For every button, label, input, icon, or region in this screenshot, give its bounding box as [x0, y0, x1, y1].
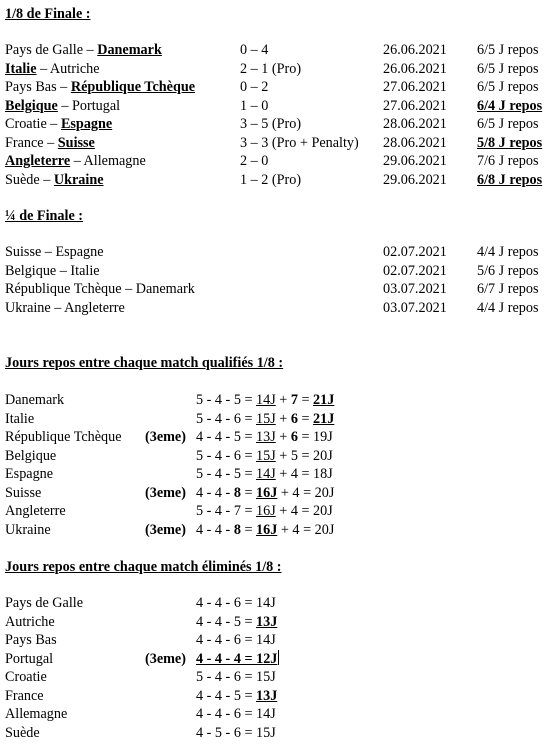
formula-op: + [275, 503, 291, 519]
team-name: Allemagne [5, 706, 68, 722]
qualified-heading: Jours repos entre chaque match qualifiés 1/8 : [5, 355, 284, 371]
match-teams [5, 97, 120, 115]
match-date: 27.06.2021 [383, 97, 447, 114]
formula-seq: 4 - 4 - [196, 484, 234, 501]
match-score: 1 – 0 [240, 97, 269, 114]
qf-date: 02.07.2021 [383, 262, 447, 279]
text-cursor [278, 650, 279, 665]
formula-final: 21J [313, 410, 335, 427]
formula-next: 7 [290, 392, 298, 408]
rest-formula [196, 650, 279, 668]
rest-formula [196, 668, 276, 686]
qf-teams: Ukraine – Angleterre [5, 299, 125, 316]
team-name: Croatie – [5, 116, 61, 132]
formula-seq: = [240, 521, 257, 538]
team-name: Ukraine [5, 521, 51, 538]
formula-seq: 4 - 4 - [196, 521, 234, 538]
rest-formula [196, 724, 276, 742]
qf-date: 03.07.2021 [383, 281, 447, 297]
match-date: 27.06.2021 [383, 79, 447, 95]
rest-formula [196, 428, 333, 446]
rest-days: 5/8 J repos [477, 134, 543, 151]
formula-total: 15J [256, 724, 276, 741]
formula-op: = [297, 410, 314, 427]
winner-team: Suisse [57, 134, 95, 151]
formula-seq: 4 - 4 - 5 = [196, 429, 257, 445]
team-name: Suède [5, 724, 40, 741]
formula-op: = [299, 521, 315, 538]
formula-next: 5 [290, 447, 298, 464]
formula-seq: 5 - 4 - 6 = [196, 410, 257, 427]
team-name: France [5, 687, 44, 704]
formula-op: + [275, 410, 291, 427]
formula-total: 16J [256, 521, 278, 538]
formula-total: 14J [256, 706, 276, 722]
formula-op: + [277, 484, 293, 501]
formula-seq: 5 - 4 - 5 = [196, 392, 257, 408]
match-date: 29.06.2021 [383, 153, 447, 169]
formula-total: 13J [256, 687, 278, 704]
team-name: Pays de Galle [5, 595, 84, 611]
match-score: 2 – 1 (Pro) [240, 60, 302, 77]
rest-formula [196, 594, 276, 612]
qf-heading: ¼ de Finale : [5, 208, 84, 224]
formula-next: 6 [290, 429, 298, 445]
rest-formula [196, 631, 276, 649]
third-place-note: (3eme) [145, 521, 186, 538]
formula-seq: 4 - 4 - 5 = [196, 613, 257, 630]
formula-highlight: 8 [233, 521, 241, 538]
match-date: 28.06.2021 [383, 134, 447, 151]
formula-op: + [275, 447, 291, 464]
qf-teams: République Tchèque – Danemark [5, 281, 195, 297]
formula-op: = [299, 484, 315, 501]
team-name: – Portugal [57, 97, 121, 114]
formula-seq: = [240, 484, 257, 501]
rest-formula [196, 447, 333, 465]
team-name: Pays de Galle – [5, 42, 98, 58]
formula-final: 20J [314, 521, 335, 538]
match-score: 3 – 3 (Pro + Penalty) [240, 134, 359, 151]
match-teams [5, 152, 146, 170]
team-name: Pays Bas – [5, 79, 71, 95]
team-name: Espagne [5, 466, 54, 482]
formula-final: 21J [313, 392, 335, 408]
team-name: Portugal [5, 650, 54, 667]
rest-formula [196, 391, 334, 409]
third-place-note: (3eme) [145, 484, 186, 501]
match-date: 28.06.2021 [383, 116, 447, 132]
rest-days: 6/5 J repos [477, 116, 539, 132]
winner-team: Danemark [97, 42, 162, 58]
qf-rest: 5/6 J repos [477, 262, 539, 279]
formula-total: 13J [256, 429, 276, 445]
match-date: 26.06.2021 [383, 60, 447, 77]
formula-total: 4 - 4 - 4 = 12J [196, 650, 278, 667]
formula-highlight: 8 [233, 484, 241, 501]
team-name: Italie [5, 410, 35, 427]
rest-formula [196, 484, 334, 502]
qf-date: 03.07.2021 [383, 299, 447, 316]
formula-final: 20J [314, 484, 335, 501]
rest-days: 6/8 J repos [477, 171, 543, 188]
formula-final: 20J [313, 503, 333, 519]
match-teams [5, 41, 162, 59]
match-teams [5, 78, 195, 96]
team-name: – Autriche [36, 60, 100, 77]
team-name: Belgique [5, 447, 57, 464]
formula-op: = [297, 447, 314, 464]
formula-total: 15J [256, 410, 276, 427]
match-date: 29.06.2021 [383, 171, 447, 188]
rest-days: 6/5 J repos [477, 60, 539, 77]
rest-formula [196, 705, 276, 723]
formula-seq: 4 - 4 - 5 = [196, 687, 257, 704]
qf-rest: 6/7 J repos [477, 281, 539, 297]
formula-op: = [297, 429, 314, 445]
match-score: 0 – 2 [240, 79, 269, 95]
team-name: Croatie [5, 669, 47, 685]
match-date: 26.06.2021 [383, 42, 447, 58]
formula-op: + [277, 521, 293, 538]
winner-team: Ukraine [53, 171, 104, 188]
match-score: 3 – 5 (Pro) [240, 116, 302, 132]
rest-days: 7/6 J repos [477, 153, 539, 169]
rest-formula [196, 521, 334, 539]
formula-total: 14J [256, 632, 276, 648]
team-name: Angleterre [5, 503, 66, 519]
formula-seq: 4 - 4 - 6 = [196, 595, 257, 611]
eliminated-heading: Jours repos entre chaque match éliminés 1/8 : [5, 559, 282, 575]
match-score: 1 – 2 (Pro) [240, 171, 302, 188]
qf-teams: Suisse – Espagne [5, 244, 104, 260]
formula-total: 15J [256, 447, 276, 464]
winner-team: Belgique [5, 97, 58, 114]
formula-total: 14J [256, 466, 276, 482]
formula-op: = [297, 392, 314, 408]
formula-op: = [297, 503, 314, 519]
formula-seq: 5 - 4 - 6 = [196, 447, 257, 464]
match-teams [5, 134, 95, 152]
formula-op: + [275, 466, 291, 482]
formula-final: 19J [313, 429, 333, 445]
formula-op: + [275, 392, 291, 408]
match-score: 2 – 0 [240, 153, 269, 169]
formula-seq: 5 - 4 - 6 = [196, 669, 257, 685]
formula-total: 13J [256, 613, 278, 630]
formula-next: 4 [292, 521, 300, 538]
formula-next: 4 [292, 484, 300, 501]
formula-total: 16J [256, 503, 276, 519]
team-name: Danemark [5, 392, 65, 408]
rest-days: 6/5 J repos [477, 79, 539, 95]
formula-total: 14J [256, 392, 276, 408]
formula-seq: 5 - 4 - 5 = [196, 466, 257, 482]
formula-op: = [297, 466, 314, 482]
winner-team: Angleterre [5, 153, 71, 169]
winner-team: République Tchèque [70, 79, 196, 95]
match-teams [5, 60, 100, 78]
qf-teams: Belgique – Italie [5, 262, 100, 279]
formula-next: 6 [290, 410, 298, 427]
team-name: Autriche [5, 613, 55, 630]
qf-rest: 4/4 J repos [477, 299, 539, 316]
formula-seq: 4 - 5 - 6 = [196, 724, 257, 741]
formula-seq: 4 - 4 - 6 = [196, 632, 257, 648]
third-place-note: (3eme) [145, 650, 186, 667]
winner-team: Espagne [60, 116, 113, 132]
rest-formula [196, 410, 334, 428]
team-name: – Allemagne [70, 153, 146, 169]
rest-formula [196, 687, 277, 705]
formula-seq: 5 - 4 - 7 = [196, 503, 257, 519]
match-teams [5, 171, 104, 189]
formula-final: 20J [313, 447, 333, 464]
team-name: Suisse [5, 484, 42, 501]
formula-total: 15J [256, 669, 276, 685]
rest-formula [196, 613, 277, 631]
qf-date: 02.07.2021 [383, 244, 447, 260]
formula-next: 4 [290, 466, 298, 482]
rest-days: 6/5 J repos [477, 42, 539, 58]
rest-formula [196, 465, 333, 483]
rest-days: 6/4 J repos [477, 97, 543, 114]
winner-team: Italie [5, 60, 37, 77]
match-teams [5, 115, 112, 133]
team-name: France – [5, 134, 58, 151]
formula-next: 4 [290, 503, 298, 519]
team-name: Suède – [5, 171, 54, 188]
r16-heading: 1/8 de Finale : [5, 6, 91, 22]
team-name: Pays Bas [5, 632, 57, 648]
formula-seq: 4 - 4 - 6 = [196, 706, 257, 722]
third-place-note: (3eme) [145, 429, 186, 445]
match-score: 0 – 4 [240, 42, 269, 58]
qf-rest: 4/4 J repos [477, 244, 539, 260]
team-name: République Tchèque [5, 429, 122, 445]
formula-op: + [275, 429, 291, 445]
formula-total: 16J [256, 484, 278, 501]
formula-total: 14J [256, 595, 276, 611]
rest-formula [196, 502, 333, 520]
formula-final: 18J [313, 466, 333, 482]
